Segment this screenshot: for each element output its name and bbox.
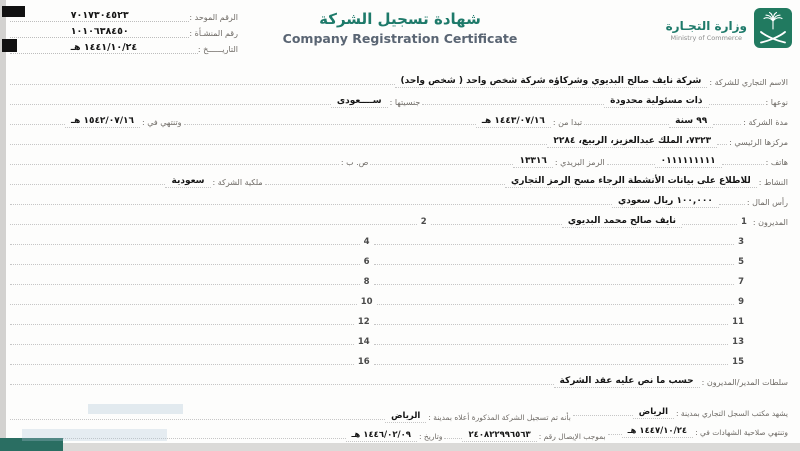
validity-date-value: ١٤٤٧/١٠/٢٤ هـ — [622, 426, 693, 438]
dotted-line — [709, 103, 764, 105]
manager-slot-3: 3 — [738, 237, 744, 247]
trade-name-value: شركة نايف صالح البديوي وشركاؤه شركة شخص واحد ( شخص واحد) — [395, 76, 708, 88]
managers-row-1 — [10, 208, 790, 228]
dotted-line — [10, 323, 354, 325]
page-edge-left — [0, 0, 6, 451]
ministry-brand — [666, 8, 792, 52]
activity-value: للاطلاع على بيانات الأنشطة الرجاء مسح الرمز التجاري — [505, 176, 757, 188]
manager-1-name: نايف صالح محمد البديوي — [562, 216, 682, 228]
dotted-line — [682, 223, 737, 225]
registered-city-label: بأنه تم تسجيل الشركة المذكورة أعلاه بمدينة : — [428, 413, 571, 422]
manager-slot-2: 2 — [420, 217, 427, 227]
dotted-line — [717, 143, 727, 145]
managers-row-2 — [10, 228, 790, 248]
spacer — [748, 306, 790, 308]
dotted-line — [370, 163, 513, 165]
phone-label: هاتف : — [765, 158, 788, 167]
spacer — [748, 346, 790, 348]
field-type-nationality — [10, 88, 790, 108]
entity-number-label: رقم المنشـأة : — [189, 29, 238, 38]
dotted-line — [10, 303, 357, 305]
registry-city-value: الرياض — [633, 407, 674, 419]
duration-label: مدة الشركة : — [743, 118, 788, 127]
dotted-line — [10, 203, 612, 205]
activity-label: النشاط : — [758, 178, 788, 187]
managers-row-6 — [10, 308, 790, 328]
manager-powers-value: حسب ما نص عليه عقد الشركة — [554, 376, 700, 388]
end-date-label: وتنتهي في : — [141, 118, 182, 127]
dotted-line — [10, 103, 331, 105]
dotted-line — [10, 123, 65, 125]
dotted-line — [573, 414, 633, 416]
dotted-line — [265, 183, 505, 185]
dotted-line — [374, 343, 728, 345]
certificate-title-english: Company Registration Certificate — [282, 31, 518, 46]
managers-label: المديرون : — [752, 218, 788, 227]
manager-slot-9: 9 — [738, 297, 744, 307]
dotted-line — [10, 283, 360, 285]
dotted-line — [374, 363, 728, 365]
registered-city-value: الرياض — [385, 411, 426, 423]
manager-slot-7: 7 — [738, 277, 744, 287]
dotted-line — [422, 103, 604, 105]
manager-slot-11: 11 — [732, 317, 744, 327]
manager-slot-8: 8 — [363, 277, 370, 287]
start-date-label: تبدا من : — [552, 118, 583, 127]
registry-office-label: يشهد مكتب السجل التجاري بمدينة : — [676, 409, 788, 418]
dotted-line — [184, 123, 476, 125]
nationality-value: ســــعودى — [331, 96, 388, 108]
field-activity-ownership — [10, 168, 790, 188]
field-head-office — [10, 128, 790, 148]
dotted-line — [374, 283, 734, 285]
manager-slot-12: 12 — [357, 317, 370, 327]
manager-slot-6: 6 — [363, 257, 370, 267]
dotted-line — [444, 437, 462, 439]
managers-row-7 — [10, 328, 790, 348]
trade-name-label: الاسم التجاري للشركة : — [709, 78, 788, 87]
dotted-line — [10, 163, 339, 165]
ministry-name-arabic: وزارة التجـارة — [665, 18, 747, 33]
header-date-label: التاريــــــخ : — [197, 45, 238, 54]
entity-number-value: ١٠١٠٦٣٨٤٥٠ — [10, 26, 189, 38]
capital-value: ١٠٠,٠٠٠ ريال سعودي — [612, 196, 719, 208]
validity-label: وتنتهي صلاحية الشهادات في : — [695, 428, 788, 437]
field-trade-name — [10, 68, 790, 88]
header-date-value: ١٤٤١/١٠/٢٤ هـ — [10, 42, 198, 54]
ownership-value: سعودية — [165, 176, 210, 188]
field-duration-dates — [10, 108, 790, 128]
managers-row-8 — [10, 348, 790, 368]
dotted-line — [10, 83, 395, 85]
spacer — [748, 246, 790, 248]
spacer — [748, 266, 790, 268]
manager-slot-10: 10 — [360, 297, 373, 307]
dotted-line — [10, 263, 360, 265]
spacer — [748, 286, 790, 288]
dotted-line — [10, 343, 354, 345]
capital-label: رأس المال : — [746, 198, 788, 207]
head-office-label: مركزها الرئيسي : — [729, 138, 788, 147]
receipt-number-value: ٢٤٠٨٢٢٩٩٦٥٦٣ — [462, 430, 536, 442]
dotted-line — [10, 383, 554, 385]
redaction-mark-second — [2, 39, 17, 52]
dotted-line — [374, 243, 734, 245]
type-label: نوعها : — [765, 98, 788, 107]
manager-slot-16: 16 — [357, 357, 370, 367]
dotted-line — [607, 163, 655, 165]
manager-slot-15: 15 — [732, 357, 744, 367]
managers-row-3 — [10, 248, 790, 268]
managers-row-4 — [10, 268, 790, 288]
dotted-line — [713, 123, 741, 125]
end-date-value: ١٥٤٢/٠٧/١٦ هـ — [65, 116, 140, 128]
pobox-label: ص. ب : — [340, 158, 369, 167]
manager-slot-13: 13 — [732, 337, 744, 347]
manager-slot-1: 1 — [740, 217, 747, 227]
manager-slot-14: 14 — [357, 337, 370, 347]
type-value: ذات مسئولية محدودة — [604, 96, 708, 108]
dotted-line — [10, 223, 417, 225]
dotted-line — [431, 223, 562, 225]
highlight-smudge-2 — [22, 429, 167, 441]
page-edge-bottom — [0, 443, 800, 451]
duration-value: ٩٩ سنة — [669, 116, 713, 128]
dotted-line — [374, 263, 734, 265]
unified-number-value: ٧٠١٧٣٠٤٥٢٣ — [10, 10, 189, 22]
dotted-line — [10, 183, 165, 185]
dotted-line — [10, 418, 385, 420]
start-date-value: ١٤٤٣/٠٧/١٦ هـ — [476, 116, 551, 128]
managers-row-5 — [10, 288, 790, 308]
dotted-line — [10, 243, 360, 245]
dotted-line — [722, 163, 764, 165]
redaction-mark-top — [2, 6, 25, 17]
nationality-label: جنسيتها : — [389, 98, 421, 107]
manager-powers-label: سلطات المدير/المديرون : — [701, 378, 788, 387]
receipt-date-label: وتاريخ : — [419, 432, 443, 441]
postal-code-value: ١٣٣١٦ — [513, 156, 552, 168]
dotted-line — [584, 123, 669, 125]
receipt-number-label: بموجب الإيصال رقم : — [538, 432, 606, 441]
spacer — [748, 366, 790, 368]
field-capital — [10, 188, 790, 208]
dotted-line — [374, 323, 728, 325]
spacer — [748, 326, 790, 328]
receipt-date-value: ١٤٤٦/٠٢/٠٩ هـ — [346, 430, 417, 442]
highlight-smudge-1 — [88, 404, 183, 414]
saudi-emblem-icon — [754, 8, 792, 52]
head-office-value: ٧٣٢٣، الملك عبدالعزيز، الربيع، ٢٢٨٤ — [547, 136, 717, 148]
manager-slot-4: 4 — [363, 237, 370, 247]
dotted-line — [719, 203, 745, 205]
unified-number-label: الرقم الموحد : — [189, 13, 238, 22]
certificate-form — [10, 68, 790, 388]
dotted-line — [608, 433, 622, 435]
postal-code-label: الرمز البريدي : — [554, 158, 605, 167]
ministry-wordmark — [666, 19, 747, 42]
field-manager-powers — [10, 368, 790, 388]
phone-value: ٠١١١١١١١١١ — [655, 156, 722, 168]
dotted-line — [10, 143, 547, 145]
ministry-name-english: Ministry of Commerce — [670, 33, 743, 42]
manager-slot-5: 5 — [738, 257, 744, 267]
dotted-line — [377, 303, 734, 305]
ownership-label: ملكية الشركة : — [212, 178, 263, 187]
dotted-line — [10, 363, 354, 365]
certificate-title-arabic: شهادة تسجيل الشركة — [319, 10, 481, 28]
field-phone-postal — [10, 148, 790, 168]
